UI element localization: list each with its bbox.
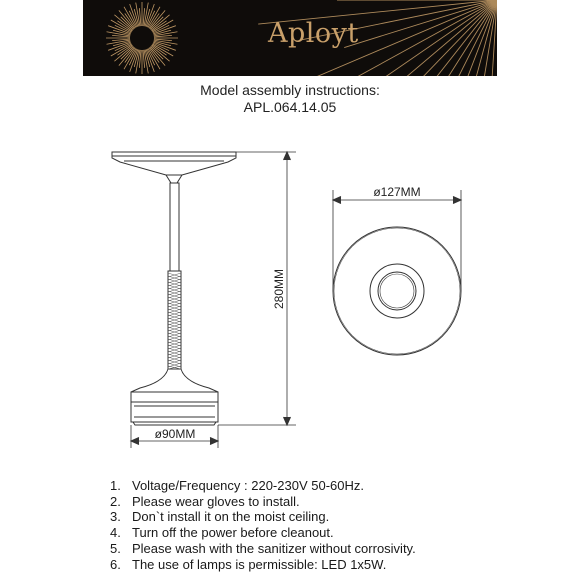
list-item bbox=[110, 557, 416, 573]
list-item-text: Please wash with the sanitizer without corrosivity. bbox=[132, 540, 416, 556]
lamp-top-view bbox=[333, 227, 461, 355]
top-diameter-label: ø127MM bbox=[373, 185, 421, 199]
model-number: APL.064.14.05 bbox=[243, 99, 337, 115]
list-item-number: 2. bbox=[110, 493, 121, 509]
base-diameter-label: ø90MM bbox=[154, 427, 196, 441]
list-item-number: 4. bbox=[110, 525, 121, 541]
list-item-number: 5. bbox=[110, 540, 121, 556]
list-item-text: The use of lamps is permissible: LED 1x5W. bbox=[132, 556, 387, 572]
lamp-side-view bbox=[112, 152, 236, 425]
top-diameter-dimension bbox=[333, 190, 461, 291]
list-item bbox=[110, 478, 416, 494]
height-label: 280MM bbox=[272, 268, 286, 310]
brand-name: Aployt bbox=[268, 18, 359, 49]
list-item-number: 6. bbox=[110, 556, 121, 572]
list-item bbox=[110, 494, 416, 510]
title-line: Model assembly instructions: bbox=[200, 82, 380, 98]
list-item-text: Don`t install it on the moist ceiling. bbox=[132, 509, 330, 525]
list-item bbox=[110, 509, 416, 525]
instructions-list bbox=[110, 478, 416, 572]
list-item-number: 3. bbox=[110, 509, 121, 525]
list-item bbox=[110, 525, 416, 541]
list-item-text: Voltage/Frequency : 220-230V 50-60Hz. bbox=[132, 478, 364, 493]
list-item-number: 1. bbox=[110, 478, 121, 493]
list-item-text: Turn off the power before cleanout. bbox=[132, 525, 334, 541]
list-item bbox=[110, 541, 416, 557]
list-item-text: Please wear gloves to install. bbox=[132, 493, 300, 509]
